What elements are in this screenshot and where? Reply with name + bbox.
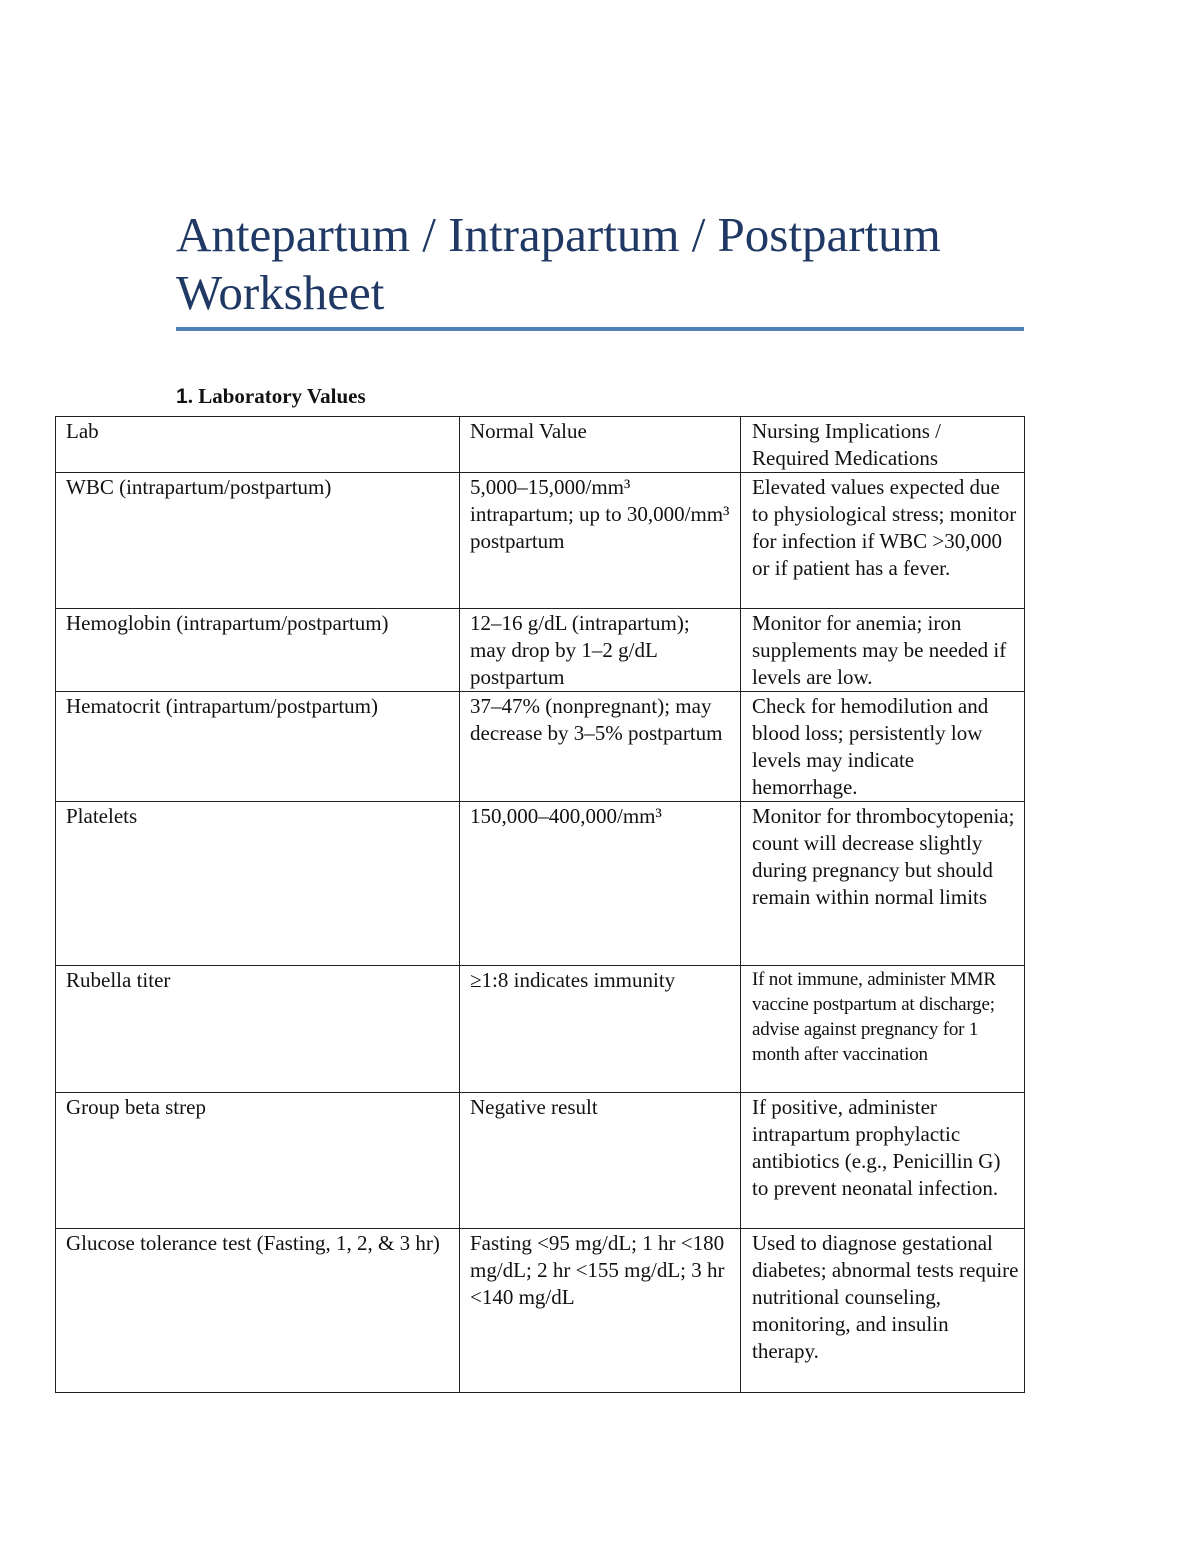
cell-normal-value: 37–47% (nonpregnant); may decrease by 3–5% postpartum xyxy=(460,692,741,802)
cell-lab: Group beta strep xyxy=(56,1093,460,1229)
section-heading xyxy=(176,382,366,411)
section-title: . Laboratory Values xyxy=(187,384,366,408)
cell-nursing-implications: Monitor for thrombocytopenia; count will decrease slightly during pregnancy but should remain within normal limits xyxy=(741,802,1025,966)
page-title-line-2: Worksheet xyxy=(176,265,385,320)
cell-lab: Hematocrit (intrapartum/postpartum) xyxy=(56,692,460,802)
title-underline-divider xyxy=(176,327,1024,331)
section-number: 1 xyxy=(176,385,188,408)
cell-normal-value: 150,000–400,000/mm³ xyxy=(460,802,741,966)
cell-lab: Hemoglobin (intrapartum/postpartum) xyxy=(56,609,460,692)
cell-nursing-implications: Monitor for anemia; iron supplements may be needed if levels are low. xyxy=(741,609,1025,692)
header-nursing-implications: Nursing Implications / Required Medications xyxy=(741,417,1025,473)
table-row xyxy=(56,802,1025,966)
cell-lab: Rubella titer xyxy=(56,966,460,1093)
table-header-row xyxy=(56,417,1025,473)
cell-lab: Glucose tolerance test (Fasting, 1, 2, & 3 hr) xyxy=(56,1229,460,1393)
table-row xyxy=(56,473,1025,609)
page-title-line-1: Antepartum / Intrapartum / Postpartum xyxy=(176,207,941,262)
cell-normal-value: Fasting <95 mg/dL; 1 hr <180 mg/dL; 2 hr <155 mg/dL; 3 hr <140 mg/dL xyxy=(460,1229,741,1393)
page-title xyxy=(176,206,1036,322)
cell-nursing-implications: Used to diagnose gestational diabetes; abnormal tests require nutritional counseling, monitoring, and insulin therapy. xyxy=(741,1229,1025,1393)
table-row xyxy=(56,692,1025,802)
cell-normal-value: 12–16 g/dL (intrapartum); may drop by 1–2 g/dL postpartum xyxy=(460,609,741,692)
cell-nursing-implications: If positive, administer intrapartum prophylactic antibiotics (e.g., Penicillin G) to prevent neonatal infection. xyxy=(741,1093,1025,1229)
laboratory-values-table xyxy=(55,416,1025,1393)
table-row xyxy=(56,966,1025,1093)
cell-nursing-implications: Elevated values expected due to physiological stress; monitor for infection if WBC >30,000 or if patient has a fever. xyxy=(741,473,1025,609)
header-normal-value: Normal Value xyxy=(460,417,741,473)
cell-normal-value: Negative result xyxy=(460,1093,741,1229)
cell-nursing-implications: If not immune, administer MMR vaccine postpartum at discharge; advise against pregnancy for 1 month after vaccination xyxy=(741,966,1025,1093)
cell-lab: WBC (intrapartum/postpartum) xyxy=(56,473,460,609)
cell-lab: Platelets xyxy=(56,802,460,966)
table-row xyxy=(56,609,1025,692)
header-lab: Lab xyxy=(56,417,460,473)
cell-normal-value: ≥1:8 indicates immunity xyxy=(460,966,741,1093)
cell-normal-value: 5,000–15,000/mm³ intrapartum; up to 30,000/mm³ postpartum xyxy=(460,473,741,609)
table-row xyxy=(56,1093,1025,1229)
cell-nursing-implications: Check for hemodilution and blood loss; persistently low levels may indicate hemorrhage. xyxy=(741,692,1025,802)
table-row xyxy=(56,1229,1025,1393)
